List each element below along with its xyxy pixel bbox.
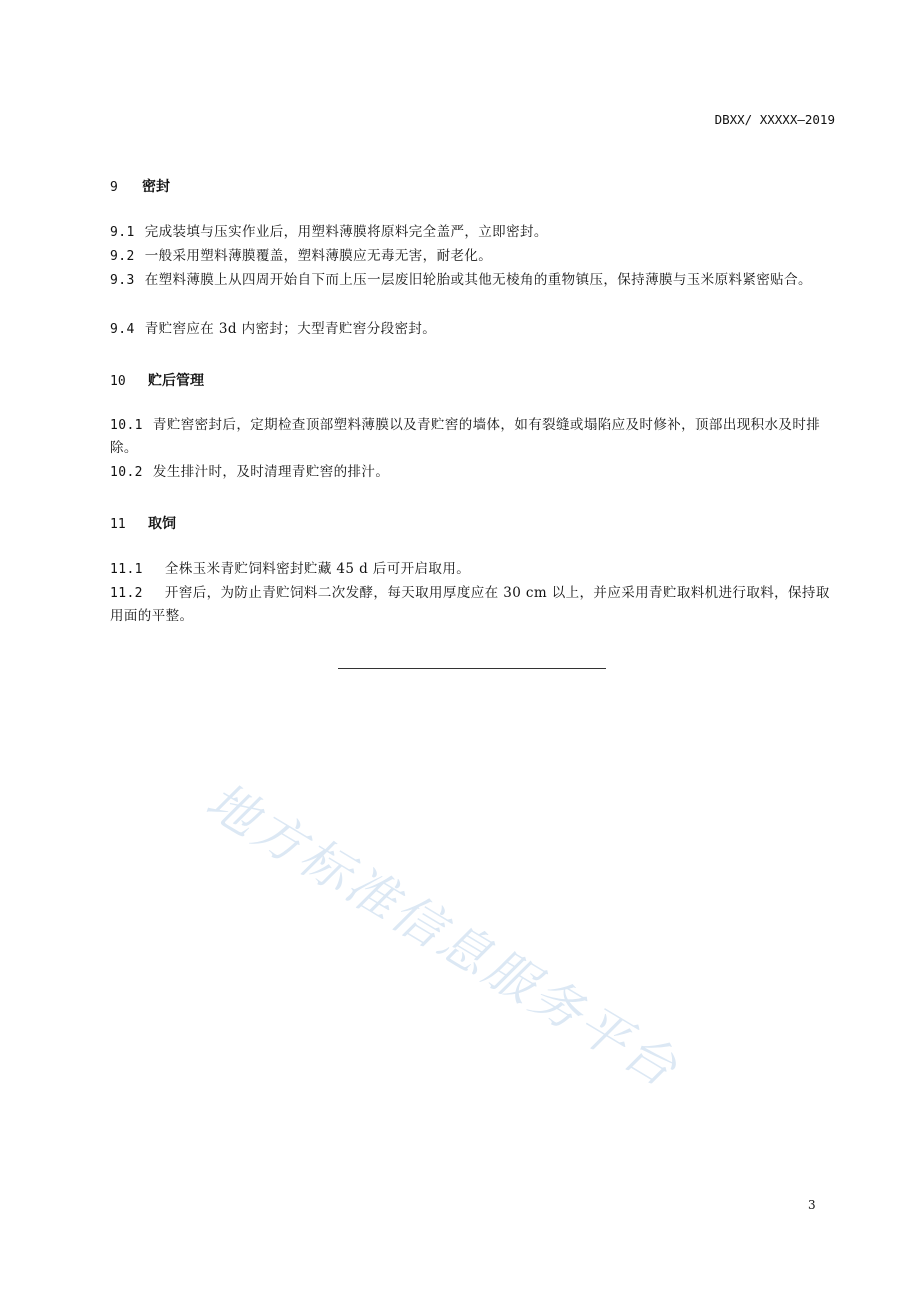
clause-text: 在塑料薄膜上从四周开始自下而上压一层废旧轮胎或其他无棱角的重物镇压，保持薄膜与玉米原料紧密贴合。 bbox=[144, 272, 812, 288]
section-heading-11 bbox=[110, 513, 176, 533]
clause-10-2 bbox=[110, 461, 832, 484]
section-number: 11 bbox=[110, 517, 126, 532]
clause-text: 青贮窖应在 3d 内密封；大型青贮窖分段密封。 bbox=[144, 321, 437, 337]
clause-10-1 bbox=[110, 414, 832, 460]
section-number: 10 bbox=[110, 374, 126, 389]
clause-text: 青贮窖密封后，定期检查顶部塑料薄膜以及青贮窖的墙体，如有裂缝或塌陷应及时修补，顶部出现积水及时排除。 bbox=[110, 417, 821, 456]
end-rule bbox=[338, 668, 606, 669]
clause-number: 9.1 bbox=[110, 225, 135, 240]
clause-number: 9.4 bbox=[110, 322, 135, 337]
clause-number: 11.1 bbox=[110, 562, 143, 577]
clause-number: 9.2 bbox=[110, 249, 135, 264]
clause-11-2 bbox=[110, 582, 832, 628]
clause-text: 发生排汁时，及时清理青贮窖的排汁。 bbox=[152, 464, 390, 480]
section-title: 密封 bbox=[142, 179, 170, 195]
section-heading-10 bbox=[110, 370, 204, 390]
page-number: 3 bbox=[808, 1198, 816, 1212]
clause-number: 9.3 bbox=[110, 273, 135, 288]
clause-9-3 bbox=[110, 269, 832, 292]
section-number: 9 bbox=[110, 180, 118, 195]
clause-text: 一般采用塑料薄膜覆盖，塑料薄膜应无毒无害，耐老化。 bbox=[144, 248, 493, 264]
clause-9-1 bbox=[110, 221, 832, 244]
clause-9-2 bbox=[110, 245, 832, 268]
section-heading-9 bbox=[110, 176, 170, 196]
clause-text: 完成装填与压实作业后，用塑料薄膜将原料完全盖严，立即密封。 bbox=[144, 224, 548, 240]
clause-number: 11.2 bbox=[110, 586, 143, 601]
watermark: 地方标准信息服务平台 bbox=[196, 771, 690, 1100]
clause-11-1 bbox=[110, 558, 832, 581]
clause-text: 全株玉米青贮饲料密封贮藏 45 d 后可开启取用。 bbox=[164, 561, 471, 577]
document-code: DBXX/ XXXXX—2019 bbox=[714, 112, 835, 127]
clause-text: 开窖后，为防止青贮饲料二次发酵，每天取用厚度应在 30 cm 以上，并应采用青贮取料机进行取料，保持取用面的平整。 bbox=[110, 585, 830, 624]
clause-number: 10.2 bbox=[110, 465, 143, 480]
section-title: 取饲 bbox=[148, 516, 176, 532]
clause-number: 10.1 bbox=[110, 418, 143, 433]
section-title: 贮后管理 bbox=[148, 373, 204, 389]
clause-9-4 bbox=[110, 318, 832, 341]
